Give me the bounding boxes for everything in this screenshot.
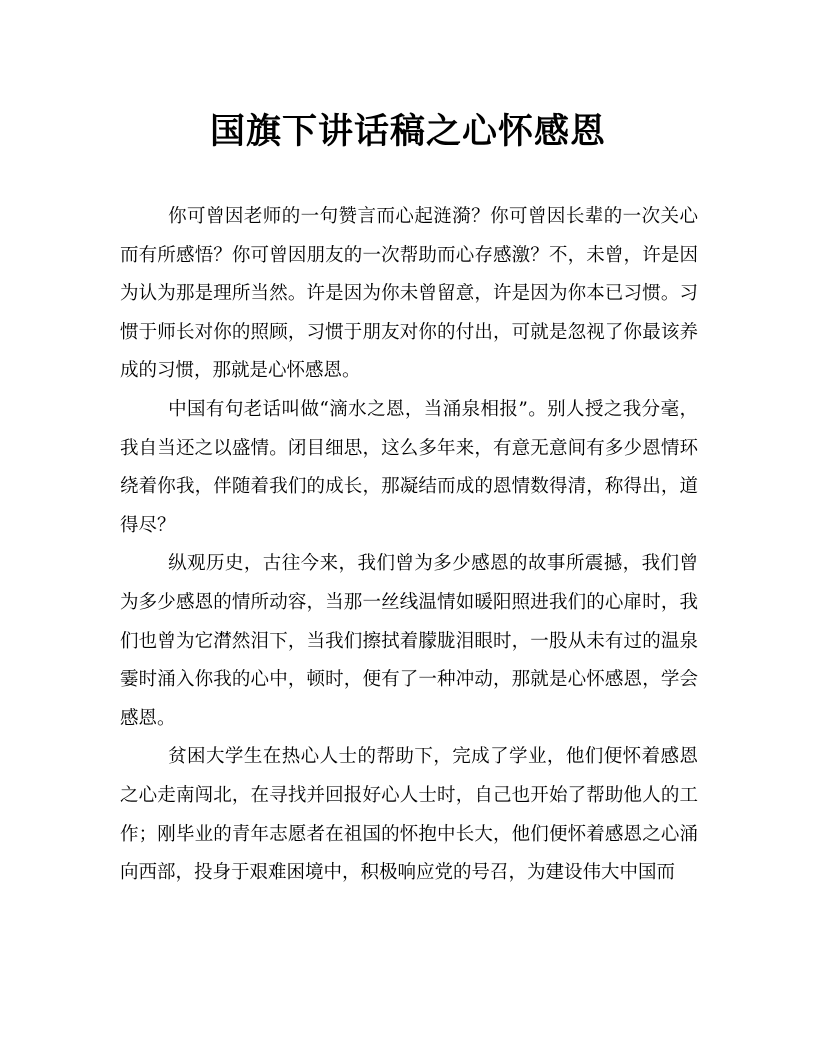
paragraph-2: 中国有句老话叫做“滴水之恩，当涌泉相报”。别人授之我分毫，我自当还之以盛情。闭目细思，这么多年来，有意无意间有多少恩情环绕着你我，伴随着我们的成长，那凝结而成的恩情数得清，称得出，道得尽？ (120, 398, 698, 536)
paragraph-1: 你可曾因老师的一句赞言而心起涟漪？你可曾因长辈的一次关心而有所感悟？你可曾因朋友的一次帮助而心存感激？不，未曾，许是因为认为那是理所当然。许是因为你未曾留意，许是因为你本已习惯。习惯于师长对你的照顾，习惯于朋友对你的付出，可就是忽视了你最该养成的习惯，那就是心怀感恩。 (120, 206, 698, 382)
paragraph-4: 贫困大学生在热心人士的帮助下，完成了学业，他们便怀着感恩之心走南闯北，在寻找并回报好心人士时，自己也开始了帮助他人的工作；刚毕业的青年志愿者在祖国的怀抱中长大，他们便怀着感恩之心涌向西部，投身于艰难困境中，积极响应党的号召，为建设伟大中国而 (120, 746, 698, 884)
document-body (120, 198, 698, 893)
paragraph-3: 纵观历史，古往今来，我们曾为多少感恩的故事所震撼，我们曾为多少感恩的情所动容，当那一丝线温情如暖阳照进我们的心扉时，我们也曾为它潸然泪下，当我们擦拭着朦胧泪眼时，一股从未有过的温泉霎时涌入你我的心中，顿时，便有了一种冲动，那就是心怀感恩，学会感恩。 (120, 553, 698, 729)
page-title: 国旗下讲话稿之心怀感恩 (209, 111, 606, 152)
